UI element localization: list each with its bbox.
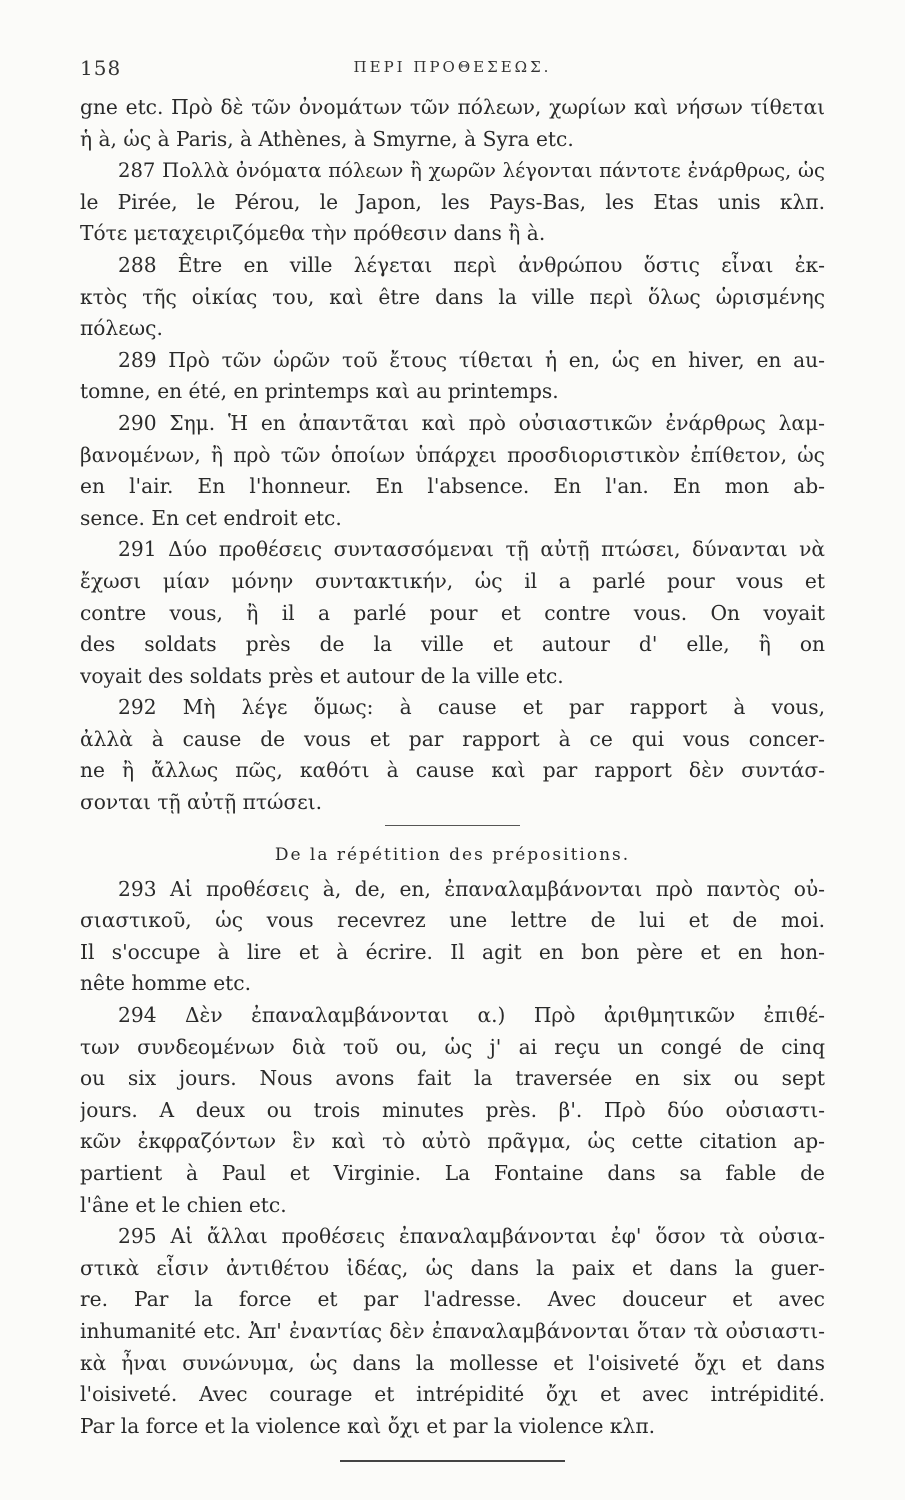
text-line: contre vous, ἢ il a parlé pour et contre vous. On voyait — [80, 600, 825, 625]
running-head — [80, 56, 825, 82]
paragraph-294 — [80, 1000, 825, 1221]
text-line: Τότε μεταχειριζόμεθα τὴν πρόθεσιν dans ἢ à. — [80, 221, 546, 246]
text-line: 290 Σημ. Ἡ en ἀπαντᾶται καὶ πρὸ οὐσιαστικῶν ἐνάρθρως λαμ- — [118, 410, 825, 435]
paragraph-287 — [80, 155, 825, 250]
text-line: ἔχωσι μίαν μόνην συντακτικήν, ὡς il a parlé pour vous et — [80, 568, 825, 593]
body-text — [80, 92, 825, 1462]
text-line: 293 Αἱ προθέσεις à, de, en, ἐπαναλαμβάνονται πρὸ παντὸς οὐ- — [118, 876, 825, 901]
section-divider — [385, 825, 520, 826]
text-line: sence. En cet endroit etc. — [80, 505, 342, 530]
text-line: 294 Δὲν ἐπαναλαμβάνονται α.) Πρὸ ἀριθμητικῶν ἐπιθέ- — [118, 1003, 825, 1028]
text-line: πόλεως. — [80, 316, 163, 341]
paragraph-291 — [80, 534, 825, 692]
text-line: nête homme etc. — [80, 971, 252, 996]
text-line: des soldats près de la ville et autour d' elle, ἢ on — [80, 632, 825, 657]
paragraph-290 — [80, 408, 825, 534]
paragraph-293 — [80, 874, 825, 1000]
text-line: inhumanité etc. Ἀπ' ἐναντίας δὲν ἐπαναλαμβάνονται ὅταν τὰ οὐσιαστι- — [80, 1318, 825, 1343]
text-line: tomne, en été, en printemps καὶ au printemps. — [80, 379, 559, 404]
text-line: Par la force et la violence καὶ ὄχι et par la violence κλπ. — [80, 1413, 656, 1438]
text-line: 291 Δύο προθέσεις συντασσόμεναι τῇ αὐτῇ πτώσει, δύνανται νὰ — [118, 537, 825, 562]
text-line: partient à Paul et Virginie. La Fontaine dans sa fable de — [80, 1161, 825, 1185]
text-line: σονται τῇ αὐτῇ πτώσει. — [80, 790, 323, 815]
text-line: gne etc. Πρὸ δὲ τῶν ὀνομάτων τῶν πόλεων, χωρίων καὶ νήσων τίθεται — [80, 95, 825, 119]
text-line: κτὸς τῆς οἰκίας του, καὶ être dans la ville περὶ ὅλως ὡρισμένης — [80, 284, 825, 309]
text-line: en l'air. En l'honneur. En l'absence. En l'an. En mon ab- — [80, 474, 825, 499]
paragraph-292 — [80, 692, 825, 818]
text-line: των συνδεομένων διὰ τοῦ ou, ὡς j' ai reçu un congé de cinq — [80, 1034, 825, 1059]
text-line: ἀλλὰ à cause de vous et par rapport à ce qui vous concer- — [80, 726, 825, 751]
text-line: 287 Πολλὰ ὀνόματα πόλεων ἢ χωρῶν λέγονται πάντοτε ἐνάρθρως, ὡς — [118, 159, 825, 183]
text-line: l'oisiveté. Avec courage et intrépidité ὄχι et avec intrépidité. — [80, 1382, 825, 1407]
text-line: στικὰ εἶσιν ἀντιθέτου ἰδέας, ὡς dans la paix et dans la guer- — [80, 1255, 825, 1280]
text-line: ἡ à, ὡς à Paris, à Athènes, à Smyrne, à Syra etc. — [80, 126, 574, 151]
text-line: re. Par la force et par l'adresse. Avec douceur et avec — [80, 1287, 825, 1312]
paragraph-295 — [80, 1221, 825, 1442]
book-page — [80, 56, 825, 1462]
end-rule — [340, 1460, 565, 1462]
text-line: βανομένων, ἢ πρὸ τῶν ὁποίων ὑπάρχει προσδιοριστικὸν ἐπίθετον, ὡς — [80, 442, 825, 467]
text-line: 289 Πρὸ τῶν ὡρῶν τοῦ ἔτους τίθεται ἡ en, ὡς en hiver, en au- — [118, 347, 825, 372]
text-line: le Pirée, le Pérou, le Japon, les Pays-Bas, les Etas unis κλπ. — [80, 189, 825, 214]
running-title: ΠΕΡΙ ΠΡΟΘΕΣΕΩΣ. — [353, 58, 552, 76]
text-line: 288 Être en ville λέγεται περὶ ἀνθρώπου ὅστις εἶναι ἐκ- — [118, 252, 825, 277]
text-line: κῶν ἐκφραζόντων ἓν καὶ τὸ αὐτὸ πρᾶγμα, ὡς cette citation ap- — [80, 1129, 825, 1154]
text-line: jours. A deux ou trois minutes près. β'. Πρὸ δύο οὐσιαστι- — [80, 1097, 825, 1122]
text-line: ou six jours. Nous avons fait la traversée en six ou sept — [80, 1066, 825, 1091]
text-line: 295 Αἱ ἄλλαι προθέσεις ἐπαναλαμβάνονται ἐφ' ὅσον τὰ οὐσια- — [118, 1224, 825, 1249]
text-line: Il s'occupe à lire et à écrire. Il agit en bon père et en hon- — [80, 939, 825, 964]
text-line: voyait des soldats près et autour de la ville etc. — [80, 663, 564, 688]
paragraph-289 — [80, 345, 825, 408]
text-line: σιαστικοῦ, ὡς vous recevrez une lettre de lui et de moi. — [80, 908, 825, 933]
paragraph-288 — [80, 250, 825, 345]
text-line: 292 Μὴ λέγε ὅμως: à cause et par rapport à vous, — [118, 695, 825, 720]
section-heading: De la répétition des prépositions. — [274, 844, 631, 865]
paragraph-continuation — [80, 92, 825, 155]
text-line: κὰ ἦναι συνώνυμα, ὡς dans la mollesse et l'oisiveté ὄχι et dans — [80, 1350, 825, 1375]
page-number: 158 — [80, 56, 122, 80]
text-line: l'âne et le chien etc. — [80, 1192, 287, 1217]
text-line: ne ἢ ἄλλως πῶς, καθότι à cause καὶ par rapport δὲν συντάσ- — [80, 758, 825, 783]
